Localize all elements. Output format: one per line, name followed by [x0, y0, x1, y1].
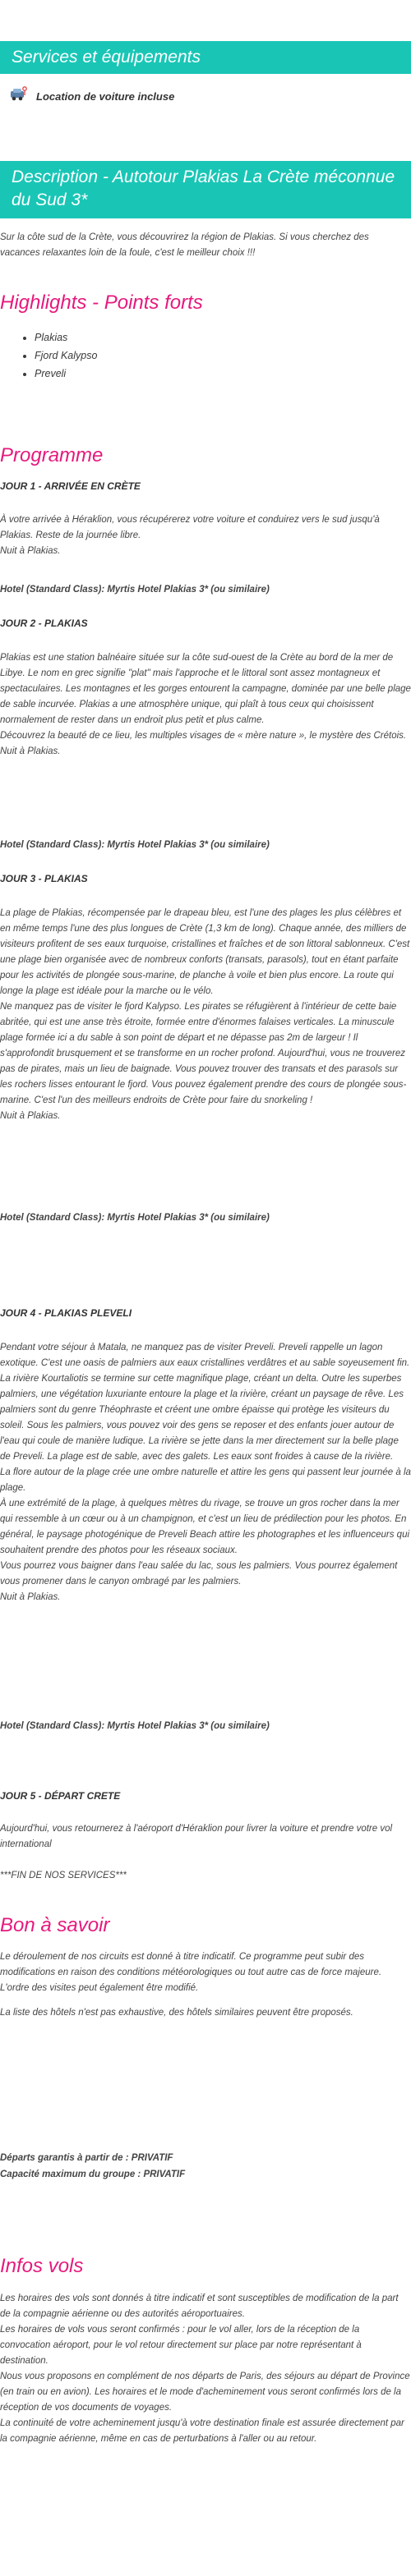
highlights-title: Highlights - Points forts — [0, 292, 203, 314]
service-item — [10, 86, 174, 107]
day-hotel: Hotel (Standard Class): Myrtis Hotel Plakias 3* (ou similaire) — [0, 840, 270, 850]
day-hotel: Hotel (Standard Class): Myrtis Hotel Plakias 3* (ou similaire) — [0, 1721, 270, 1731]
day-title: JOUR 1 - ARRIVÉE EN CRÈTE — [0, 480, 141, 492]
services-banner — [0, 41, 411, 74]
infos-vols-text: Les horaires des vols sont donnés à titre indicatif et sont susceptibles de modification de la part de la compagnie aérienne ou des autorités aéroportuaires. Les horaires de vols vous seront confirmés : pour le vol aller, lors de la réception de la convocation aéroport, pour le vol retour directement sur place par notre représentant à destination. Nous vous proposons en complément de nos départs de Paris, des séjours au départ de Province (en train ou en avion). Les horaires et le mode d'acheminement vous seront confirmés lors de la réception de vos documents de voyages. La continuité de votre acheminement jusqu'à votre destination finale est assurée directement par la compagnie aérienne, même en cas de perturbations à l'aller ou au retour. — [0, 2294, 410, 2444]
day-hotel: Hotel (Standard Class): Myrtis Hotel Plakias 3* (ou similaire) — [0, 585, 270, 595]
programme-title: Programme — [0, 444, 104, 466]
departs-garantis: Départs garantis à partir de : PRIVATIF — [0, 2153, 173, 2163]
car-key-icon — [10, 86, 28, 107]
day-text: À votre arrivée à Héraklion, vous récupérerez votre voiture et conduirez vers le sud jusqu'à Plakias. Reste de la journée libre. Nuit à Plakias. — [0, 515, 380, 556]
day-text: Plakias est une station balnéaire située sur la côte sud-ouest de la Crète au bord de la mer de Libye. Le nom en grec signifie "plat" mais l'approche et le littoral sont assez montagneux et spectaculaires. Les montagnes et les gorges entourent la campagne, dominée par une belle plage de sable incurvée. Plakias a une atmosphère unique, qui plaît à tous ceux qui choisissent normalement de rester dans un endroit plus petit et plus calme. Découvrez la beauté de ce lieu, les multiples visages de « mère nature », le mystère des Crétois. Nuit à Plakias. — [0, 653, 411, 756]
bon-a-savoir-title: Bon à savoir — [0, 1914, 110, 1936]
day-title: JOUR 5 - DÉPART CRETE — [0, 1790, 121, 1802]
day-title: JOUR 2 - PLAKIAS — [0, 618, 88, 629]
highlights-list — [0, 328, 97, 383]
highlight-item: • Plakias — [35, 328, 97, 347]
description-text: Sur la côte sud de la Crète, vous découvrirez la région de Plakias. Si vous cherchez des vacances relaxantes loin de la foule, c'est le meilleur choix !!! — [0, 232, 369, 258]
highlight-item: • Preveli — [35, 365, 97, 383]
day-title: JOUR 3 - PLAKIAS — [0, 873, 88, 884]
day-title: JOUR 4 - PLAKIAS PLEVELI — [0, 1307, 132, 1319]
services-title: Services et équipements — [12, 48, 201, 67]
highlight-item: • Fjord Kalypso — [35, 347, 97, 365]
day-text: Aujourd'hui, vous retournerez à l'aéroport d'Héraklion pour livrer la voiture et prendre votre vol international ***FIN DE NOS SERVICES*** — [0, 1824, 393, 1880]
day-text: Pendant votre séjour à Matala, ne manquez pas de visiter Preveli. Preveli rappelle un lagon exotique. C'est une oasis de palmiers aux eaux cristallines verdâtres et au sable soyeusement fin. La rivière Kourtaliotis se termine sur cette magnifique plage, créant un delta. Outre les superbes palmiers, une végétation luxuriante entoure la plage et la rivière, créant un paysage de rêve. Les palmiers sont du genre Théophraste et créent une ombre épaisse qui protège les visiteurs du soleil. Sous les palmiers, vous pouvez voir des gens se reposer et des enfants jouer autour de l'eau qui coule de manière ludique. La rivière se jette dans la mer directement sur la belle plage de Preveli. La plage est de sable, avec des galets. Les eaux sont froides à cause de la rivière. La flore autour de la plage crée une ombre naturelle et attire les gens qui passent leur journée à la plage. À une extrémité de la plage, à quelques mètres du rivage, se trouve un gros rocher dans la mer qui ressemble à un cœur ou à un champignon, et c'est un lieu de prédilection pour les photos. En général, le paysage photogénique de Preveli Beach attire les photographes et les influenceurs qui souhaitent prendre des photos pour les réseaux sociaux. Vous pourrez vous baigner dans l'eau salée du lac, sous les palmiers. Vous pourrez également vous promener dans le canyon ombragé par les palmiers. Nuit à Plakias. — [0, 1343, 411, 1602]
capacite-maximum: Capacité maximum du groupe : PRIVATIF — [0, 2170, 186, 2179]
bon-a-savoir-p1: Le déroulement de nos circuits est donné à titre indicatif. Ce programme peut subir des modifications en raison des conditions météorologiques ou tout autre cas de force majeure. L'ordre des visites peut également être modifié. — [0, 1952, 382, 1993]
day-hotel: Hotel (Standard Class): Myrtis Hotel Plakias 3* (ou similaire) — [0, 1213, 270, 1223]
bon-a-savoir-p2: La liste des hôtels n'est pas exhaustive, des hôtels similaires peuvent être proposés. — [0, 2008, 353, 2018]
infos-vols-title: Infos vols — [0, 2255, 84, 2277]
day-text: La plage de Plakias, récompensée par le drapeau bleu, est l'une des plages les plus célèbres et en même temps l'une des plus longues de Crète (1,3 km de long). Chaque année, des milliers de visiteurs profitent de ses eaux turquoise, cristallines et fraîches et de son littoral sablonneux. C'est une plage bien organisée avec de nombreux conforts (transats, parasols), tout en étant parfaite pour les activités de plongée sous-marine, de planche à voile et bien plus encore. La route qui longe la plage est idéale pour la marche ou le vélo. Ne manquez pas de visiter le fjord Kalypso. Les pirates se réfugièrent à l'intérieur de cette baie abritée, qui est une anse très étroite, formée entre d'énormes falaises verticales. La minuscule plage formée ici a du sable à son point de départ et ne dépasse pas 2m de largeur ! Il s'approfondit brusquement et se transforme en un rocher profond. Aujourd'hui, vous ne trouverez pas de pirates, mais un lieu de baignade. Vous pouvez trouver des transats et des parasols sur les rochers lisses entourant le fjord. Vous pouvez également prendre des cours de plongée sous-marine. C'est l'un des meilleurs endroits de Crète pour faire du snorkeling ! Nuit à Plakias. — [0, 908, 410, 1121]
service-item-label: Location de voiture incluse — [36, 90, 175, 103]
description-banner — [0, 161, 411, 218]
description-title: Description - Autotour Plakias La Crète méconnue du Sud 3* — [12, 168, 395, 209]
